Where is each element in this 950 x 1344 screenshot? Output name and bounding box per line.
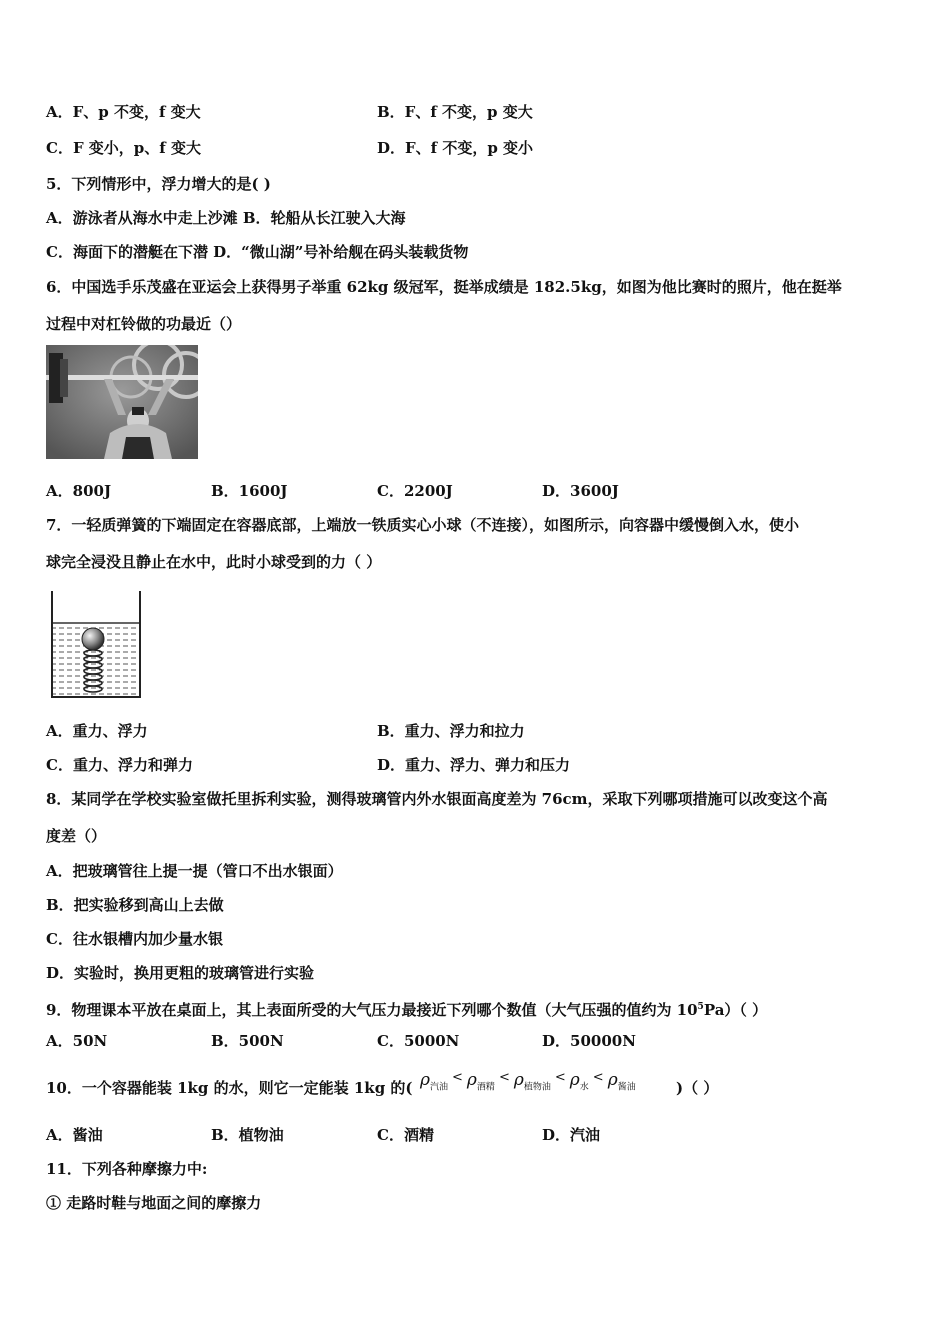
q7-option-d: D．重力、浮力、弹力和压力 xyxy=(377,756,571,774)
weightlifter-photo xyxy=(46,345,198,459)
q7-option-c: C．重力、浮力和弹力 xyxy=(46,756,193,774)
q7-option-a: A．重力、浮力 xyxy=(46,722,148,740)
q6-option-c: C．2200J xyxy=(377,482,453,500)
q6-option-d: D．3600J xyxy=(542,482,619,500)
density-inequality-formula: $\rho_{汽油}^<$ $\rho_{酒精}^<$ $\rho_{植物油}^<$ $\rho_水^<$ $\rho_{酱油}$ xyxy=(420,1070,636,1093)
q7-stem-line2: 球完全浸没且静止在水中，此时小球受到的力（ ） xyxy=(46,553,382,571)
q8-option-d: D．实验时，换用更粗的玻璃管进行实验 xyxy=(46,964,315,982)
q10-option-d: D．汽油 xyxy=(542,1126,601,1144)
q8-stem-line2: 度差（） xyxy=(46,827,107,845)
q8-option-c: C．往水银槽内加少量水银 xyxy=(46,930,223,948)
q9-option-a: A．50N xyxy=(46,1032,108,1050)
q4-option-a: A．F、p 不变，f 变大 xyxy=(46,103,201,121)
q4-option-b: B．F、f 不变，p 变大 xyxy=(377,103,533,121)
q6-stem-line2: 过程中对杠铃做的功最近（） xyxy=(46,315,242,333)
q5-options-ab: A．游泳者从海水中走上沙滩 B．轮船从长江驶入大海 xyxy=(46,209,406,227)
q4-option-d: D．F、f 不变，p 变小 xyxy=(377,139,534,157)
q11-stem: 11．下列各种摩擦力中: xyxy=(46,1160,208,1178)
q8-option-a: A．把玻璃管往上提一提（管口不出水银面） xyxy=(46,862,343,880)
q5-options-cd: C．海面下的潜艇在下潜 D．“微山湖”号补给舰在码头装载货物 xyxy=(46,243,469,261)
q10-stem-prefix: 10．一个容器能装 1kg 的水，则它一定能装 1kg 的( xyxy=(46,1079,413,1097)
q6-stem-line1: 6．中国选手乐茂盛在亚运会上获得男子举重 62kg 级冠军，挺举成绩是 182.5kg，如图为他比赛时的照片，他在挺举 xyxy=(46,278,842,296)
q10-option-a: A．酱油 xyxy=(46,1126,103,1144)
q10-option-b: B．植物油 xyxy=(211,1126,284,1144)
q9-option-d: D．50000N xyxy=(542,1032,636,1050)
q5-stem: 5．下列情形中，浮力增大的是( ) xyxy=(46,175,271,193)
q10-stem-suffix: )（ ） xyxy=(676,1079,719,1097)
q8-stem-line1: 8．某同学在学校实验室做托里拆利实验，测得玻璃管内外水银面高度差为 76cm，采取下列哪项措施可以改变这个高 xyxy=(46,790,828,808)
q9-option-b: B．500N xyxy=(211,1032,284,1050)
q8-option-b: B．把实验移到高山上去做 xyxy=(46,896,224,914)
q7-stem-line1: 7．一轻质弹簧的下端固定在容器底部，上端放一铁质实心小球（不连接），如图所示，向容器中缓慢倒入水，使小 xyxy=(46,516,799,534)
q6-option-b: B．1600J xyxy=(211,482,288,500)
q9-stem: 9．物理课本平放在桌面上，其上表面所受的大气压力最接近下列哪个数值（大气压强的值约为 $10^5Pa$）（ ） xyxy=(46,1001,768,1019)
q4-option-c: C．F 变小，p、f 变大 xyxy=(46,139,201,157)
q6-option-a: A．800J xyxy=(46,482,112,500)
spring-ball-container-figure xyxy=(50,589,142,699)
q10-option-c: C．酒精 xyxy=(377,1126,434,1144)
q11-item-1: ① 走路时鞋与地面之间的摩擦力 xyxy=(46,1194,262,1212)
q9-option-c: C．5000N xyxy=(377,1032,460,1050)
q7-option-b: B．重力、浮力和拉力 xyxy=(377,722,525,740)
